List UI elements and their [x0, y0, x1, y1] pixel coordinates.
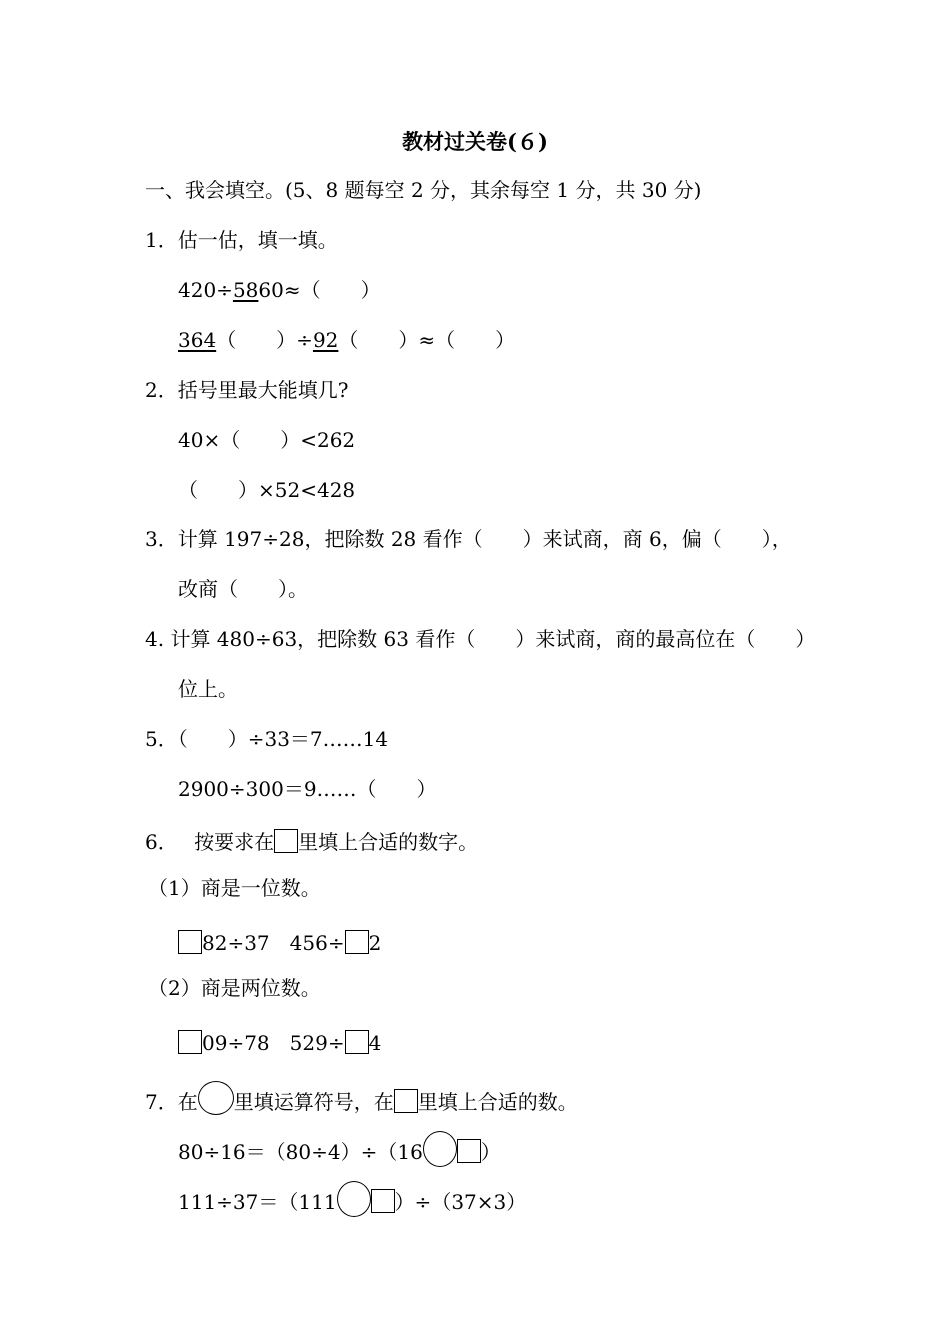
- q1-stem: 1．估一估，填一填。: [145, 228, 338, 252]
- q2-stem: 2．括号里最大能填几?: [145, 378, 349, 402]
- answer-box[interactable]: [345, 1030, 369, 1054]
- q5-line-1: 5．（ ）÷33＝7……14: [145, 727, 389, 751]
- q7-line-1: 80÷16＝（80÷4）÷（16 ）: [178, 1131, 501, 1167]
- answer-box[interactable]: [394, 1089, 418, 1113]
- answer-box[interactable]: [274, 829, 298, 853]
- q2-line-2: （ ）×52<428: [178, 478, 356, 502]
- q7-line-2: 111÷37＝（111 ）÷（37×3）: [178, 1181, 526, 1217]
- q3-line-2: 改商（ ）。: [178, 577, 308, 601]
- q5-line-2: 2900÷300＝9……（ ）: [178, 777, 437, 801]
- q1-line-1: 420÷5860≈（ ）: [178, 278, 381, 302]
- q4-line-2: 位上。: [178, 677, 238, 701]
- answer-box[interactable]: [457, 1139, 481, 1163]
- section-1-heading: 一、我会填空。(5、8 题每空 2 分，其余每空 1 分，共 30 分): [145, 178, 702, 202]
- q6-sub-1: （1）商是一位数。: [148, 876, 321, 900]
- q6-sub-2: （2）商是两位数。: [148, 976, 321, 1000]
- q2-line-1: 40×（ ）<262: [178, 428, 356, 452]
- operator-circle[interactable]: [198, 1081, 234, 1115]
- operator-circle[interactable]: [423, 1131, 457, 1167]
- q1-line-2: 364（ ）÷92（ ）≈（ ）: [178, 328, 516, 352]
- q6-stem: 6． 按要求在 里填上合适的数字。: [145, 830, 479, 854]
- answer-box[interactable]: [371, 1189, 395, 1213]
- q3-line-1: 3．计算 197÷28，把除数 28 看作（ ）来试商，商 6，偏（ ），: [145, 527, 792, 551]
- q6-sub-1-items: 82÷37 456÷ 2: [178, 930, 381, 956]
- answer-box[interactable]: [178, 1030, 202, 1054]
- q4-line-1: 4. 计算 480÷63，把除数 63 看作（ ）来试商，商的最高位在（ ）: [145, 627, 816, 651]
- operator-circle[interactable]: [337, 1181, 371, 1217]
- q6-sub-2-items: 09÷78 529÷ 4: [178, 1030, 381, 1056]
- answer-box[interactable]: [178, 930, 202, 954]
- q7-stem: 7．在 里填运算符号，在 里填上合适的数。: [145, 1081, 578, 1115]
- answer-box[interactable]: [345, 930, 369, 954]
- page-title: 教材过关卷(６): [402, 129, 548, 154]
